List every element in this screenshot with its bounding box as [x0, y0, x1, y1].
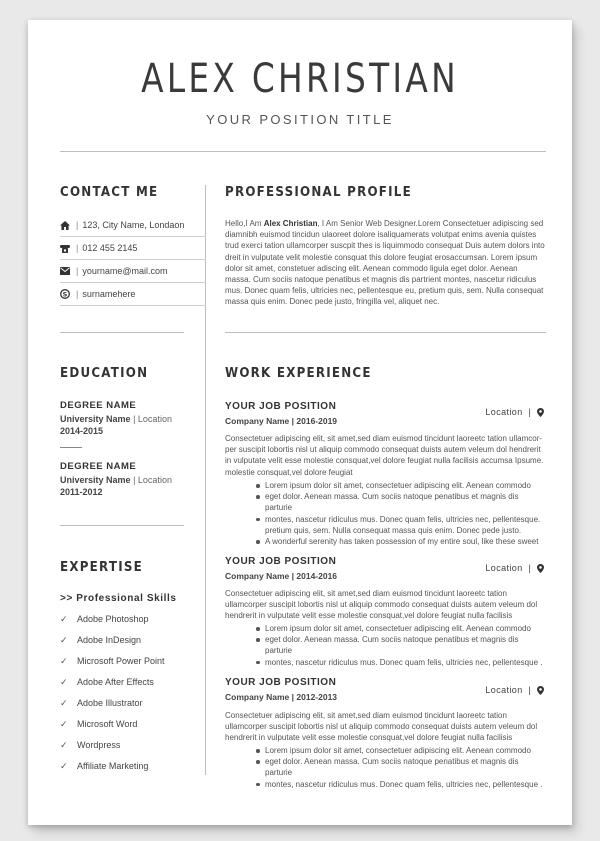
education-years: 2014-2015 — [60, 426, 104, 436]
education-entry — [60, 400, 172, 438]
check-icon: ✓ — [60, 614, 68, 624]
skill-item — [60, 614, 177, 635]
contact-heading: CONTACT ME — [60, 184, 159, 200]
contact-separator: | — [76, 266, 79, 276]
skill-label: Microsoft Power Point — [77, 656, 165, 666]
job-title: YOUR JOB POSITION — [225, 677, 337, 688]
contact-separator: | — [133, 413, 136, 424]
education-heading: EDUCATION — [60, 365, 149, 381]
contact-separator: | — [291, 692, 295, 702]
check-icon: ✓ — [60, 719, 68, 729]
profile-heading: PROFESSIONAL PROFILE — [225, 184, 412, 200]
job-title: YOUR JOB POSITION — [225, 401, 337, 412]
skill-item — [60, 719, 177, 740]
education-divider — [60, 525, 184, 526]
profile-text: Hello,I Am Alex Christian, I Am Senior Web Designer.Lorem Consectetuer adipiscing sed diamnibh euismod tincidun ulaoreet dolore isaliquamerats volutpat enims avenia quistes trud exerci tation ullamcorper suscpit thes is liquimmodo consequat Duis autem dolors into dreit in vulputate velit molestie consquat this dolore feugiat erosaccumsan. Lorem ipsum dolor sit amet, constetuer adiscing elit. Aenean commodo ligula eget dolor. Aenean massa. Cum sociis natoque penatibus et magnis dis partrient montes, nascetur ridiculus mus. Donec quam felis, ultricies nec, pellentesque eu, pretium quis, sem. Nulla consequat massa quis enim. Donec pede justo, fringilla vel, aliquet nec. — [225, 219, 545, 307]
contact-address — [60, 214, 206, 237]
education-short-divider — [60, 447, 82, 448]
list-item: Lorem ipsum dolor sit amet, consectetuer adipiscing elit. Aenean commodo — [265, 623, 547, 634]
header-divider — [60, 151, 546, 152]
degree-name: DEGREE NAME — [60, 400, 137, 411]
education-years: 2011-2012 — [60, 487, 103, 497]
skill-label: Adobe InDesign — [77, 635, 142, 645]
skill-label: Wordpress — [77, 740, 121, 750]
education-location: Location — [137, 413, 172, 424]
university-name: University Name — [60, 413, 131, 424]
job-description: Consectetuer adipiscing elit, sit amet,sed diam euismod tincidunt laoreetc tation ullamcorper suscipit lobortis nisl ut aliquip commodo consequat duists autem veleum dol hendrerit in vulputate velit esse molestie consquat,vel dolore feugiat nulla facilisis — [225, 711, 538, 743]
job-company: Company Name | 2012-2013 — [225, 692, 338, 702]
list-item: montes, nascetur ridiculus mus. Donec quam felis, ultricies nec, pellentesque . — [265, 657, 547, 668]
skills-list — [60, 593, 177, 782]
contact-separator: | — [76, 220, 79, 230]
university-name: University Name — [60, 474, 131, 485]
list-item: A wonderful serenity has taken possession of my entire soul, like these sweet — [265, 536, 547, 547]
job-description: Consectetuer adipiscing elit, sit amet,sed diam euismod tincidunt laoreetc tation ullamcor-per suscipit lobortis nisl ut aliquip commodo consequat duists autem veleum dol hendrerit in vulputate velit esse molestie consquat,vel dolore feugiat nulla facilisis accumsa Ipsume. molestie consquat,vel dolore feugiat — [225, 434, 544, 477]
skill-item — [60, 698, 177, 719]
education-entry — [60, 461, 172, 499]
skill-label: Adobe Illustrator — [77, 698, 143, 708]
skill-item — [60, 740, 177, 761]
skills-subheading: >> Professional Skills — [60, 593, 177, 604]
location-pin-icon — [537, 564, 544, 573]
check-icon: ✓ — [60, 761, 68, 771]
svg-text:S: S — [62, 290, 68, 299]
list-item: montes, nascetur ridiculus mus. Donec quam felis, ultricies nec, pellentesque . — [265, 779, 547, 790]
check-icon: ✓ — [60, 656, 68, 666]
job-bullets — [225, 623, 547, 668]
skype-icon — [60, 289, 70, 299]
list-item: eget dolor. Aenean massa. Cum sociis natoque penatibus et magnis dis parturie — [265, 491, 547, 513]
skill-label: Adobe Photoshop — [77, 614, 149, 624]
contact-separator: | — [133, 474, 136, 485]
location-pin-icon — [537, 408, 544, 417]
job-title: YOUR JOB POSITION — [225, 556, 337, 567]
contact-separator: | — [291, 416, 295, 426]
contact-separator: | — [528, 407, 532, 417]
job-location: Location | — [485, 407, 544, 417]
list-item: montes, nascetur ridiculus mus. Donec quam felis, ultricies nec, pellentesque. pretium quis, sem. Nulla consequat massa quis enim. Donec pede justo. — [265, 514, 547, 536]
home-icon — [60, 220, 70, 230]
skill-item — [60, 635, 177, 656]
list-item: Lorem ipsum dolor sit amet, consectetuer adipiscing elit. Aenean commodo — [265, 745, 547, 756]
job-company: Company Name | 2016-2019 — [225, 416, 338, 426]
skill-label: Affiliate Marketing — [77, 761, 149, 771]
check-icon: ✓ — [60, 740, 68, 750]
job-company: Company Name | 2014-2016 — [225, 571, 338, 581]
list-item: eget dolor. Aenean massa. Cum sociis natoque penatibus et magnis dis parturie — [265, 756, 547, 778]
resume-page — [28, 20, 572, 825]
email-text: yourname@mail.com — [82, 266, 168, 276]
location-pin-icon — [537, 686, 544, 695]
contact-skype — [60, 283, 206, 306]
phone-text: 012 455 2145 — [82, 243, 138, 253]
contact-phone — [60, 237, 206, 260]
position-title: YOUR POSITION TITLE — [206, 112, 394, 127]
phone-icon — [60, 243, 70, 253]
check-icon: ✓ — [60, 698, 68, 708]
degree-name: DEGREE NAME — [60, 461, 137, 472]
list-item: Lorem ipsum dolor sit amet, consectetuer adipiscing elit. Aenean commodo — [265, 480, 547, 491]
contact-email — [60, 260, 206, 283]
contact-separator: | — [76, 243, 79, 253]
contact-separator: | — [76, 289, 79, 299]
job-bullets — [225, 480, 547, 547]
work-heading: WORK EXPERIENCE — [225, 365, 372, 381]
check-icon: ✓ — [60, 635, 68, 645]
job-description: Consectetuer adipiscing elit, sit amet,sed diam euismod tincidunt laoreetc tation ullamcorper suscipit lobortis nisl ut aliquip commodo consequat duists autem veleum dol hendrerit in vulputate velit esse molestie consquat,vel dolore feugiat nulla facilisis — [225, 589, 538, 621]
list-item: eget dolor. Aenean massa. Cum sociis natoque penatibus et magnis dis parturie — [265, 634, 547, 656]
education-location: Location — [137, 474, 172, 485]
profile-divider — [225, 332, 546, 333]
expertise-heading: EXPERTISE — [60, 559, 143, 575]
check-icon: ✓ — [60, 677, 68, 687]
job-location: Location | — [485, 563, 544, 573]
candidate-name: ALEX CHRISTIAN — [141, 56, 459, 102]
skill-item — [60, 761, 177, 782]
mail-icon — [60, 266, 70, 276]
skill-item — [60, 656, 177, 677]
skill-label: Microsoft Word — [77, 719, 138, 729]
job-location: Location | — [485, 685, 544, 695]
contact-separator: | — [291, 571, 295, 581]
skype-text: surnamehere — [82, 289, 136, 299]
profile-name: Alex Christian — [263, 219, 318, 228]
contact-separator: | — [528, 563, 532, 573]
skill-item — [60, 677, 177, 698]
address-text: 123, City Name, Londaon — [82, 220, 185, 230]
contact-separator: | — [528, 685, 532, 695]
contact-divider — [60, 332, 184, 333]
job-bullets — [225, 745, 547, 790]
skill-label: Adobe After Effects — [77, 677, 154, 687]
